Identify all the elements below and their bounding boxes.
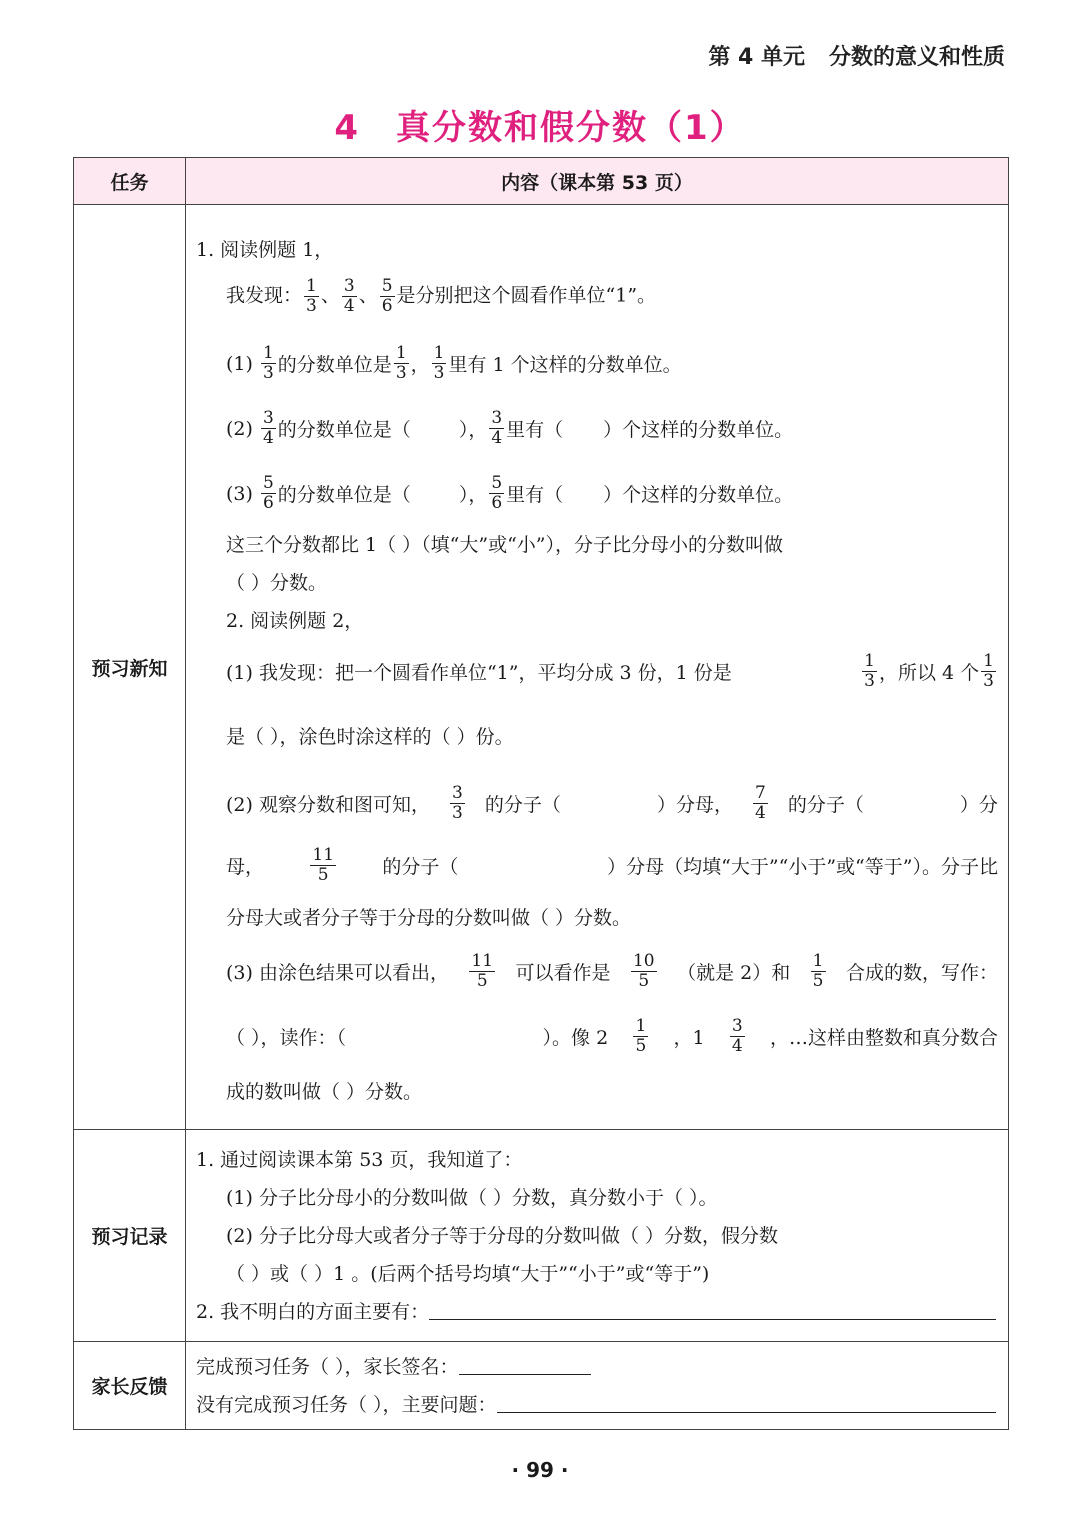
denominator: 4 [754, 802, 766, 823]
numerator: 3 [262, 408, 274, 428]
denominator: 4 [491, 428, 503, 448]
title-text: 真分数和假分数（1） [396, 108, 746, 148]
row-label-record: 预习记录 [74, 1130, 186, 1342]
text: (1) [226, 352, 253, 375]
text: 合成的数，写作： [845, 961, 998, 984]
s1-conclusion-2: （ ）分数。 [226, 572, 328, 594]
fraction [981, 652, 996, 691]
record-line-1: 1. 通过阅读课本第 53 页，我知道了： [196, 1148, 523, 1171]
text: 的分子（ [787, 793, 864, 816]
fraction [450, 784, 465, 823]
text: （就是 2）和 [677, 961, 791, 984]
text: ）， [458, 419, 488, 441]
numerator: 3 [343, 276, 355, 296]
text: ）个这样的分数单位。 [603, 484, 794, 506]
numerator: 1 [864, 650, 875, 671]
fraction [489, 409, 504, 448]
fraction [862, 652, 877, 691]
table-row-record [74, 1130, 1009, 1342]
numerator: 5 [491, 473, 503, 493]
header-task: 任务 [74, 158, 186, 205]
numerator: 1 [262, 343, 274, 363]
fraction [261, 344, 276, 383]
fraction [380, 277, 395, 316]
s2-p1-cont: 是（ ），涂色时涂这样的（ ）份。 [226, 726, 514, 748]
text: (2) [226, 417, 253, 440]
text: ，…这样由整数和真分数合 [769, 1026, 998, 1049]
row-label-parent: 家长反馈 [74, 1342, 186, 1430]
unit-topic: 分数的意义和性质 [828, 45, 1005, 70]
text: ）个这样的分数单位。 [603, 419, 794, 441]
s1-q3 [196, 461, 998, 526]
text: 我发现： [226, 284, 303, 307]
title-number: 4 [334, 108, 360, 148]
fraction [310, 846, 336, 885]
fraction [631, 952, 657, 991]
text: 没有完成预习任务（ ），主要问题： [196, 1393, 497, 1416]
denominator: 3 [433, 363, 445, 383]
text: 的分数单位是（ [277, 419, 411, 441]
record-line-4: （ ）或（ ）1 。(后两个括号均填“大于”“小于”或“等于”) [226, 1262, 710, 1285]
numerator: 1 [635, 1015, 647, 1036]
numerator: 11 [312, 844, 335, 865]
denominator: 3 [306, 296, 317, 316]
text: 里有 1 个这样的分数单位。 [448, 354, 682, 376]
fraction [489, 474, 504, 513]
denominator: 5 [317, 864, 329, 885]
answer-line[interactable] [429, 1303, 996, 1320]
parent-line-1 [196, 1348, 998, 1386]
numerator: 5 [262, 473, 274, 493]
numerator: 10 [632, 950, 655, 971]
problem-line[interactable] [497, 1396, 996, 1413]
record-line-2: (1) 分子比分母小的分数叫做（ ）分数，真分数小于（ ）。 [226, 1186, 718, 1209]
text: ）分母， [656, 793, 733, 816]
text: ）分 [959, 793, 998, 816]
denominator: 5 [635, 1035, 647, 1056]
fraction-group [860, 652, 998, 691]
table-row-preview [74, 205, 1009, 1130]
header-content: 内容（课本第 53 页） [186, 158, 1009, 205]
table-header-row [74, 158, 1009, 205]
fraction [261, 409, 276, 448]
text: 里有（ [506, 419, 564, 441]
s1-q1: (1) $\frac{1}{3}$ 的分数单位是 $\frac{1}{3}$ ， $\frac{1}{3}$ 里有 1 个这样的分数单位。 [226, 343, 682, 383]
numerator: 1 [983, 650, 994, 671]
numerator: 1 [812, 950, 824, 971]
fraction [633, 1017, 648, 1056]
numerator: 7 [754, 782, 766, 803]
text: (2) 观察分数和图可知， [226, 793, 430, 816]
denominator: 3 [262, 363, 274, 383]
record-line-5 [196, 1293, 998, 1331]
text: (3) [226, 482, 253, 505]
numerator: 5 [381, 276, 393, 296]
s2-p3-cont [196, 1002, 998, 1070]
text: （ ），读作：（ [226, 1026, 347, 1049]
s2-p3-concl: 成的数叫做（ ）分数。 [226, 1081, 423, 1103]
text: 的分子（ [484, 793, 561, 816]
s1-q2 [196, 396, 998, 461]
text: ，所以 4 个 [879, 661, 980, 684]
denominator: 5 [638, 970, 650, 991]
text: ）， [458, 484, 488, 506]
fraction [432, 344, 447, 383]
denominator: 3 [864, 670, 875, 691]
s2-p3 [196, 940, 998, 1002]
denominator: 3 [452, 802, 463, 823]
text: 的分数单位是 [277, 354, 392, 376]
page-title [0, 100, 1080, 149]
denominator: 3 [983, 670, 994, 691]
text: 2. 我不明白的方面主要有： [196, 1300, 430, 1323]
numerator: 3 [491, 408, 503, 428]
text: (3) 由涂色结果可以看出， [226, 961, 449, 984]
numerator: 1 [395, 343, 407, 363]
numerator: 1 [306, 276, 317, 296]
record-line-3 [196, 1217, 998, 1255]
text: 的分子（ [382, 855, 459, 878]
s2-p1 [196, 640, 998, 702]
s2-p2-concl: 分母大或者分子等于分母的分数叫做（ ）分数。 [226, 907, 632, 929]
text: 完成预习任务（ ），家长签名： [196, 1355, 459, 1378]
row-label-preview: 预习新知 [74, 205, 186, 1130]
denominator: 5 [476, 970, 488, 991]
s1-conclusion-1 [196, 526, 998, 564]
parent-line-2 [196, 1386, 998, 1424]
signature-line[interactable] [459, 1358, 591, 1375]
preview-content [186, 205, 1009, 1130]
text: ）分母（均填“大于”“小于”或“等于”）。分子比 [607, 855, 998, 878]
denominator: 6 [262, 493, 274, 513]
denominator: 4 [262, 428, 274, 448]
preview-table [73, 157, 1009, 1430]
s1-head: 1. 阅读例题 1， [196, 239, 334, 261]
fraction [730, 1017, 745, 1056]
text: (1) 我发现：把一个圆看作单位“1”，平均分成 3 份，1 份是 [226, 661, 732, 684]
table-row-parent [74, 1342, 1009, 1430]
denominator: 6 [381, 296, 393, 316]
text: 这三个分数都比 1（ ）（填“大”或“小”），分子比分母小的分数叫做 [226, 534, 784, 556]
denominator: 5 [812, 970, 824, 991]
text: 母， [226, 855, 265, 878]
fraction [261, 474, 276, 513]
parent-content [186, 1342, 1009, 1430]
unit-label: 第 4 单元 [708, 45, 805, 70]
s2-head: 2. 阅读例题 2， [226, 610, 364, 632]
text: 的分数单位是（ [277, 484, 411, 506]
text: ，1 [673, 1026, 705, 1049]
s2-p2-cont [196, 834, 998, 896]
denominator: 3 [395, 363, 407, 383]
fraction [304, 277, 319, 316]
fraction [811, 952, 826, 991]
text: 可以看作是 [515, 961, 611, 984]
text: ）。像 2 [542, 1026, 609, 1049]
denominator: 4 [731, 1035, 743, 1056]
denominator: 4 [343, 296, 355, 316]
numerator: 1 [433, 343, 445, 363]
text: (2) 分子比分母大或者分子等于分母的分数叫做（ ）分数，假分数 [226, 1224, 778, 1247]
fraction [342, 277, 357, 316]
fraction [469, 952, 495, 991]
record-content [186, 1130, 1009, 1342]
fraction [394, 344, 409, 383]
text: 里有（ [506, 484, 564, 506]
denominator: 6 [491, 493, 503, 513]
numerator: 11 [471, 950, 494, 971]
s1-found: 我发现： $\frac{1}{3}$ 、 $\frac{3}{4}$ 、 $\frac{5}{6}$ 是分别把这个圆看作单位“1”。 [226, 276, 657, 316]
page-header [708, 40, 1005, 71]
numerator: 3 [731, 1015, 743, 1036]
text: 是分别把这个圆看作单位“1”。 [396, 284, 657, 307]
page-number: · 99 · [511, 1458, 569, 1482]
s2-p2 [196, 772, 998, 834]
fraction [753, 784, 768, 823]
numerator: 3 [452, 782, 463, 803]
